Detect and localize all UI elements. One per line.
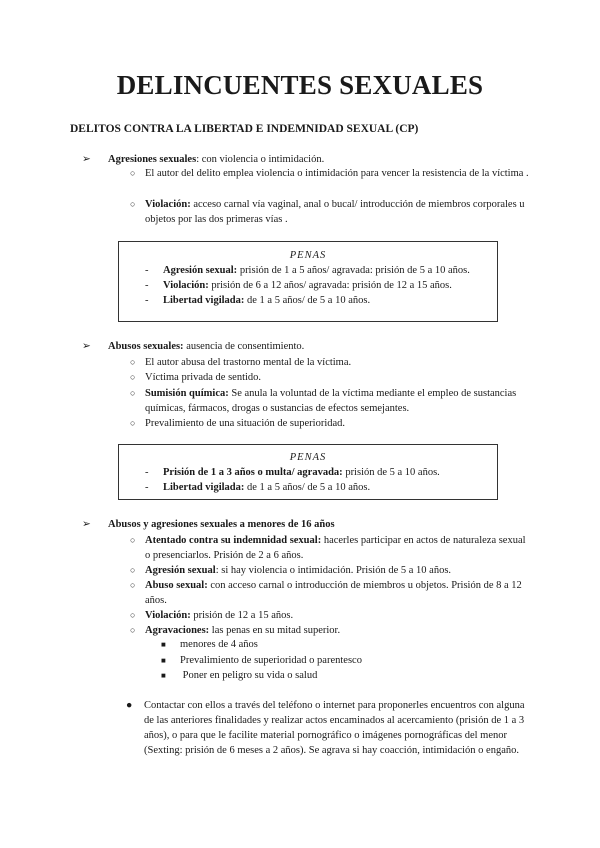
penas-label: Agresión sexual:	[163, 265, 238, 276]
list-item	[130, 608, 530, 623]
penas-label: Libertad vigilada:	[163, 482, 245, 493]
penas-label: Prisión de 1 a 3 años o multa/ agravada:	[163, 467, 343, 478]
penas-box	[118, 444, 498, 500]
arrow-bullet-icon: ➢	[82, 154, 91, 165]
list-item	[130, 416, 530, 431]
penas-heading: PENAS	[289, 452, 327, 463]
paragraph-text: Contactar con ellos a través del teléfono o internet para proponerles encuentros con alguna de las anteriores finalidades y realizar actos encaminados al acercamiento (prisión de 1 a 3 años), o para que le facilite material pornográfico o imágenes pornográficas del menor (Sexting: prisión de 6 meses a 2 años). Se agrava si hay coacción, intimidación o engaño.	[144, 700, 525, 756]
circle-bullet-icon: ○	[130, 388, 136, 398]
section-agresiones	[82, 153, 324, 165]
section-menores	[82, 518, 335, 530]
circle-bullet-icon: ○	[130, 535, 136, 545]
circle-bullet-icon: ○	[130, 372, 136, 382]
dash-icon: -	[145, 265, 149, 276]
square-bullet-icon: ■	[161, 656, 166, 665]
list-item	[130, 386, 530, 416]
arrow-bullet-icon: ➢	[82, 519, 91, 530]
square-bullet-icon: ■	[161, 640, 166, 649]
item-label: Abuso sexual:	[145, 580, 208, 591]
circle-bullet-icon: ○	[130, 168, 136, 178]
circle-bullet-icon: ○	[130, 610, 136, 620]
item-text: Víctima privada de sentido.	[145, 372, 262, 383]
circle-bullet-icon: ○	[130, 625, 136, 635]
penas-label: Violación:	[163, 280, 209, 291]
circle-bullet-icon: ○	[130, 565, 136, 575]
item-text	[130, 578, 530, 608]
item-label: Agravaciones:	[145, 625, 210, 636]
arrow-bullet-icon: ➢	[82, 341, 91, 352]
dash-icon: -	[145, 295, 149, 306]
item-desc: las penas en su mitad superior.	[209, 625, 341, 636]
item-label: Violación:	[145, 610, 191, 621]
item-desc: con acceso carnal o introducción de miembros u objetos. Prisión de 8 a 12 años.	[145, 580, 522, 606]
penas-text: prisión de 6 a 12 años/ agravada: prisión de 12 a 15 años.	[208, 280, 452, 291]
sub-item-text: menores de 4 años	[180, 639, 258, 650]
list-item	[130, 533, 530, 563]
page-title: DELINCUENTES SEXUALES	[116, 70, 484, 100]
square-bullet-icon: ■	[161, 671, 166, 680]
dash-icon: -	[145, 467, 149, 478]
list-item	[130, 355, 530, 370]
item-text	[130, 563, 530, 578]
penas-line	[119, 480, 497, 495]
item-text: El autor abusa del trastorno mental de la víctima.	[145, 357, 352, 368]
section-label: Agresiones sexuales	[108, 154, 197, 165]
list-item	[130, 197, 530, 227]
sub-item-text: Prevalimiento de superioridad o parentesco	[180, 655, 362, 666]
penas-text: prisión de 1 a 5 años/ agravada: prisión de 5 a 10 años.	[237, 265, 470, 276]
dot-bullet-icon: ●	[126, 700, 133, 711]
list-item	[130, 370, 530, 385]
list-item	[130, 166, 530, 181]
item-text	[130, 608, 530, 623]
dash-icon: -	[145, 482, 149, 493]
item-desc: : si hay violencia o intimidación. Prisión de 5 a 10 años.	[215, 565, 452, 576]
item-desc: hacerles participar en actos de naturaleza sexual o presenciarlos. Prisión de 2 a 6 años.	[145, 535, 526, 561]
section-label: Abusos sexuales:	[108, 341, 184, 352]
sub-list-item	[161, 670, 317, 681]
section-text: ausencia de consentimiento.	[183, 341, 305, 352]
item-text	[130, 623, 530, 638]
item-text	[130, 197, 530, 227]
circle-bullet-icon: ○	[130, 580, 136, 590]
dash-icon: -	[145, 280, 149, 291]
item-text: Prevalimiento de una situación de superioridad.	[145, 418, 346, 429]
penas-line	[119, 263, 497, 278]
item-text: El autor del delito emplea violencia o intimidación para vencer la resistencia de la víctima .	[145, 168, 529, 179]
circle-bullet-icon: ○	[130, 199, 136, 209]
section-abusos	[82, 340, 304, 352]
penas-box	[118, 241, 498, 322]
list-item	[130, 563, 530, 578]
item-text	[130, 386, 530, 416]
sub-item-text: Poner en peligro su vida o salud	[180, 670, 318, 681]
section-text: : con violencia o intimidación.	[196, 154, 325, 165]
list-item	[130, 623, 530, 638]
penas-line	[119, 465, 497, 480]
item-label: Agresión sexual	[145, 565, 216, 576]
item-label: Atentado contra su indemnidad sexual:	[145, 535, 322, 546]
paragraph-item	[126, 698, 526, 758]
penas-line	[119, 293, 497, 308]
penas-label: Libertad vigilada:	[163, 295, 245, 306]
penas-text: de 1 a 5 años/ de 5 a 10 años.	[244, 295, 371, 306]
item-desc: acceso carnal vía vaginal, anal o bucal/ introducción de miembros corporales u objetos por las dos primeras vías .	[145, 199, 525, 225]
penas-line	[119, 278, 497, 293]
item-label: Violación:	[145, 199, 191, 210]
sub-list-item	[161, 655, 362, 666]
circle-bullet-icon: ○	[130, 418, 136, 428]
section-label: Abusos y agresiones sexuales a menores de 16 años	[108, 519, 335, 530]
penas-heading: PENAS	[289, 250, 327, 261]
list-item	[130, 578, 530, 608]
item-label: Sumisión química:	[145, 388, 229, 399]
penas-text: prisión de 5 a 10 años.	[342, 467, 440, 478]
sub-list-item	[161, 639, 258, 650]
item-desc: prisión de 12 a 15 años.	[190, 610, 294, 621]
item-text	[130, 533, 530, 563]
penas-text: de 1 a 5 años/ de 5 a 10 años.	[244, 482, 371, 493]
section-heading: DELITOS CONTRA LA LIBERTAD E INDEMNIDAD SEXUAL (CP)	[70, 123, 419, 135]
circle-bullet-icon: ○	[130, 357, 136, 367]
item-desc: Se anula la voluntad de la víctima mediante el empleo de sustancias químicas, fármacos, drogas o sustancias de efectos semejantes.	[145, 388, 517, 414]
